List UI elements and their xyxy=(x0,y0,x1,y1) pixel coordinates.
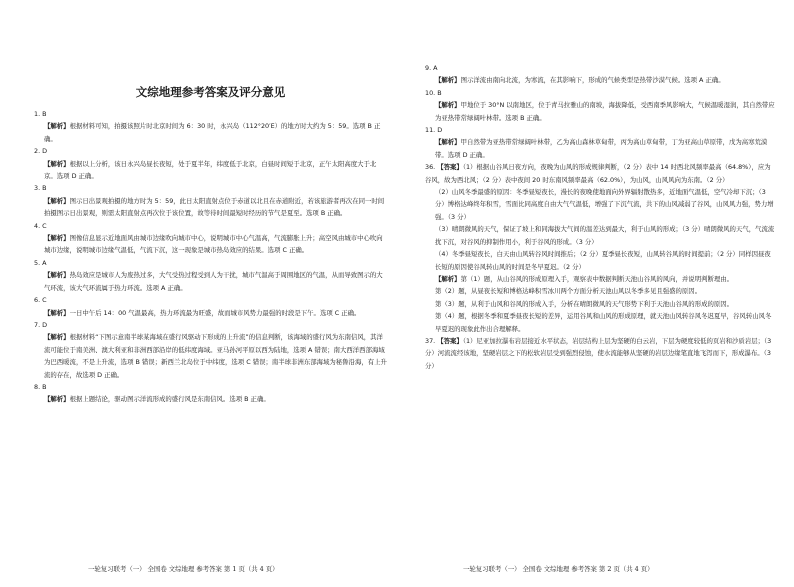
answer-tag: 【解析】 xyxy=(435,101,461,110)
answer-paragraph xyxy=(425,161,776,186)
answer-item xyxy=(34,108,387,145)
answer-text: 根据材料可知，拍摄该照片时北京时间为 6：30 时，永兴岛（112°20′E）的地方时大约为 5：59。选项 B 正确。 xyxy=(44,122,381,143)
answer-item xyxy=(34,294,387,319)
question-number: 6. C xyxy=(34,296,47,305)
answer-text: 根据以上分析，该日永兴岛昼长夜短，处于夏半年，纬度低于北京，白昼时间短于北京，正午太阳高度大于北京。选项 D 正确。 xyxy=(44,159,377,181)
answer-item xyxy=(34,381,387,406)
answer-tag: 【答案】 xyxy=(437,336,463,345)
answer-item xyxy=(34,257,387,294)
answer-paragraph xyxy=(425,99,776,124)
answer-item xyxy=(425,87,776,124)
question-number: 5. A xyxy=(34,258,47,267)
answer-item xyxy=(425,161,776,273)
question-number: 11. D xyxy=(425,126,443,135)
answer-paragraph xyxy=(425,223,776,248)
answer-tag: 【答案】 xyxy=(437,163,463,172)
answer-list-right xyxy=(425,62,776,372)
answer-tag: 【解析】 xyxy=(44,271,70,280)
answer-paragraph xyxy=(34,120,387,145)
answer-item xyxy=(425,124,776,161)
answer-text: 甲自然带为亚热带常绿阔叶林带，乙为高山森林草甸带，丙为高山草甸带，丁为亚高山草原带，戊为高寒荒漠带。选项 D 正确。 xyxy=(435,138,768,159)
answer-paragraph xyxy=(34,393,387,405)
answer-item xyxy=(34,182,387,219)
answer-tag: 【解析】 xyxy=(44,333,70,342)
question-number: 3. B xyxy=(34,184,47,193)
answer-tag: 【解析】 xyxy=(44,395,70,404)
answer-tag: 【解析】 xyxy=(44,122,70,131)
answer-tag: 【解析】 xyxy=(44,159,70,168)
answer-text: （2）山风冬季最盛的原因：冬季昼短夜长，漫长的夜晚使地面向外界辐射散热多，近地面气温低，空气冷却下沉；（3 分）博格达峰终年积雪，雪面比同高度自由大气气温低，增强了下沉气流，共下的山风减弱了谷风，山风风力强，势力增强。（3 分） xyxy=(435,188,774,221)
question-number: 36. xyxy=(425,163,438,172)
answer-tag: 【解析】 xyxy=(44,234,70,243)
answer-tag: 【解析】 xyxy=(435,274,461,283)
answer-text: （1）尼亚加拉瀑布岩层接近水平状态，岩层结构上层为坚硬的白云岩，下层为硬度较低的页岩和沙质岩层；（3 分）河流流经该地，坚硬岩层之下的松软岩层受到强烈侵蚀，使水流能够从坚硬的岩层边缘笔直地飞泻而下，形成瀑布。（3 分） xyxy=(425,336,772,370)
answer-text: 第（3）题，从利于山风和谷风的形成入手，分析在晴朗微风的天气形势下利于天池山谷风的形成的原因。 xyxy=(435,299,734,308)
answer-paragraph xyxy=(34,232,387,257)
answer-text: 图示日出景观拍摄的地方时为 5：59，此日太阳直射点位于赤道以北且在赤道附近，若该旅游者再次在同一时间拍摄图示日出景观，则需太阳直射点再次位于该位置，故等待时间最短时经历的节气是夏至。选项 B 正确。 xyxy=(44,196,385,218)
answer-list-left xyxy=(34,108,387,406)
answer-tag: 【解析】 xyxy=(44,196,70,205)
answer-text: （4）冬季昼短夜长，白天由山风转谷风时间推后；（2 分）夏季昼长夜短，山风转谷风的时间提前；（2 分）同样因昼夜长短的原因使谷风转山风的时间是冬早夏迟。（2 分） xyxy=(435,250,771,271)
answer-tag: 【解析】 xyxy=(435,76,461,85)
answer-paragraph xyxy=(425,74,776,86)
answer-paragraph xyxy=(425,298,776,310)
answer-text: 图像信息显示近地面风由城市边缘吹向城市中心，说明城市中心气温高，气流膨胀上升；高空风由城市中心吹向城市边缘，说明城市边缘气温低，气流下沉，这一现象是城市热岛效应的结果。选项 C 正确。 xyxy=(44,234,383,255)
answer-paragraph xyxy=(425,310,776,335)
answer-paragraph xyxy=(34,331,387,381)
answer-tag: 【解析】 xyxy=(435,138,461,147)
page-footer-left: 一轮复习联考（一） 全国卷 文综地理 参考答案 第 1 页（共 4 页） xyxy=(88,565,279,573)
question-number: 2. D xyxy=(34,147,48,156)
answer-paragraph xyxy=(34,195,387,220)
answer-paragraph xyxy=(34,307,387,319)
answer-tag: 【解析】 xyxy=(44,308,70,317)
answer-paragraph xyxy=(425,335,776,372)
page-title: 文综地理参考答案及评分意见 xyxy=(135,85,286,99)
answer-text: 热岛效应是城市人为废热过多，大气受热过程受到人为干扰，城市气温高于周围地区的气温，从而导致图示的大气环流，该大气环流属于热力环流。选项 A 正确。 xyxy=(44,271,383,292)
answer-text: 第（4）题，根据冬季和夏季昼夜长短的差异，运用谷风和山风的形成原理，就天池山风转谷风冬迟夏早，谷风转山风冬早夏迟的现象此作出合理解释。 xyxy=(435,312,772,333)
answer-paragraph xyxy=(425,136,776,161)
question-number: 1. B xyxy=(34,110,47,118)
answer-text: 图示洋流由南向北流，为寒流，在其影响下，形成的气候类型是热带沙漠气候。选项 A 正确。 xyxy=(460,76,725,85)
answer-paragraph xyxy=(425,273,776,285)
answer-item xyxy=(34,319,387,381)
question-number: 10. B xyxy=(425,88,442,97)
answer-text: （1）根据山谷风日夜方向，夜晚为山风的形成规律判断，（2 分）表中 14 时西北风频率最高（64.8%），应为谷风，故为西北风；（2 分）表中夜间 20 时东南风频率最高（62.0%），为山风，山风风向为东南。（2 分） xyxy=(425,163,771,184)
answer-item xyxy=(425,335,776,372)
answer-text: 甲地位于 30°N 以南地区，位于青马拉雅山的南坡，海拔降低，受西南季风影响大，气候温暖湿润，其自然带应为亚热带常绿阔叶林带。选项 B 正确。 xyxy=(435,101,775,122)
answer-paragraph xyxy=(425,285,776,297)
answer-text: 第（1）题，从山谷风的形成原理入手，观察表中数据判断天池山谷风的风向，并说明判断理由。 xyxy=(460,274,734,283)
answer-text: 根据材料“下图示意南半球某海域在盛行风驱动下形成的上升流”的信息判断，该海域的盛行风为东南信风，其洋流可能位于南美洲、澳大利亚和非洲西部沿岸的低纬度海域。亚马孙河平原以西为陆地，选项 A 错误；南大西洋西部海域为巴西暖流，不是上升流，选项 B 错误；新西兰北岛位于中纬度，选项 C 错误；南半球非洲东部海域为秘鲁沿海，有上升流的存在，故选项 D 正确。 xyxy=(44,333,387,379)
answer-item xyxy=(425,62,776,87)
answer-text: 一日中午后 14：00 气温最高，热力环流最为旺盛，故而城市风势力最强的时段是下午。选项 C 正确。 xyxy=(69,308,361,317)
question-number: 4. C xyxy=(34,221,47,230)
answer-text: （3）晴朗微风的天气，保证了坡上和同海拔大气间的温差达到最大，利于山风的形成；（3 分）晴朗微风的天气，气流流扰下沉，对谷风的抑制作用小，利于谷风的形成。（3 分） xyxy=(435,225,775,246)
answer-item xyxy=(34,220,387,257)
answer-item xyxy=(425,273,776,335)
page-footer-right: 一轮复习联考（一） 全国卷 文综地理 参考答案 第 2 页（共 4 页） xyxy=(463,565,654,573)
answer-item xyxy=(34,145,387,182)
question-number: 7. D xyxy=(34,320,48,329)
answer-text: 根据上题结论，驱动图示洋流形成的盛行风是东南信风。选项 B 正确。 xyxy=(69,395,270,404)
question-number: 37. xyxy=(425,336,438,345)
answer-paragraph xyxy=(34,158,387,183)
answer-paragraph xyxy=(34,269,387,294)
question-number: 9. A xyxy=(425,64,438,72)
answer-page-2 xyxy=(397,0,794,587)
answer-paragraph xyxy=(425,248,776,273)
answer-text: 第（2）题，从昼夜长短和博格达峰积雪冰川两个方面分析天池山风以冬季多见且强盛的原因。 xyxy=(435,287,702,296)
question-number: 8. B xyxy=(34,382,47,391)
answer-paragraph xyxy=(425,186,776,223)
